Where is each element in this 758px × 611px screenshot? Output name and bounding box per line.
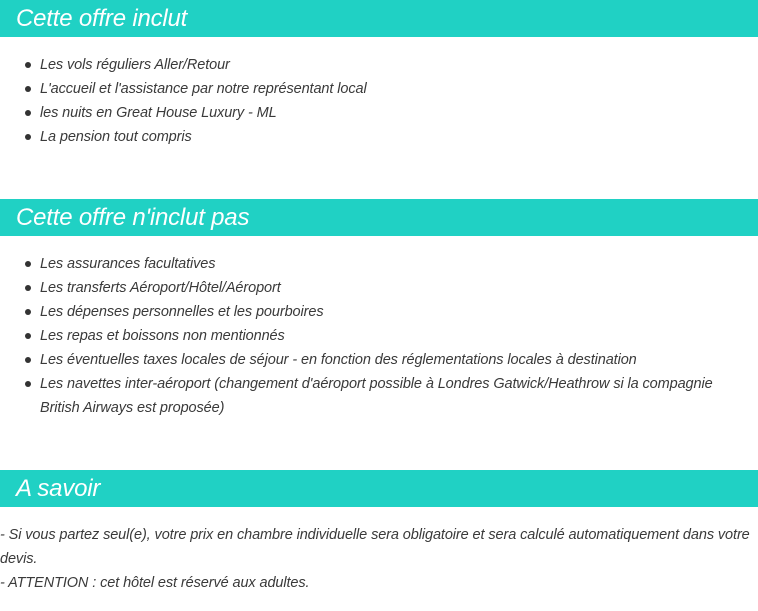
list-item <box>0 372 740 420</box>
bullet-icon <box>25 110 31 116</box>
list-item <box>0 125 740 149</box>
list-item-text: Les vols réguliers Aller/Retour <box>40 57 230 73</box>
bullet-icon <box>25 357 31 363</box>
savoir-line: - ATTENTION : cet hôtel est réservé aux adultes. <box>0 575 310 591</box>
list-ninclut <box>0 252 740 420</box>
section-header-inclut: Cette offre inclut <box>0 0 758 37</box>
bullet-icon <box>25 261 31 267</box>
bullet-icon <box>25 285 31 291</box>
bullet-icon <box>25 381 31 387</box>
list-item-text: Les assurances facultatives <box>40 256 216 272</box>
list-item <box>0 252 740 276</box>
bullet-icon <box>25 62 31 68</box>
savoir-text <box>0 523 758 595</box>
list-item-text: Les éventuelles taxes locales de séjour - en fonction des réglementations locales à destination <box>40 352 637 368</box>
list-item <box>0 53 740 77</box>
bullet-icon <box>25 134 31 140</box>
list-inclut <box>0 53 740 149</box>
savoir-line: - Si vous partez seul(e), votre prix en chambre individuelle sera obligatoire et sera calculé automatiquement dans votre devis. <box>0 527 750 567</box>
list-item-text: Les transferts Aéroport/Hôtel/Aéroport <box>40 280 281 296</box>
list-item <box>0 300 740 324</box>
list-item <box>0 276 740 300</box>
list-item-text: Les navettes inter-aéroport (changement d'aéroport possible à Londres Gatwick/Heathrow si la compagnie British Airways est proposée) <box>40 376 713 416</box>
list-item <box>0 77 740 101</box>
list-item <box>0 348 740 372</box>
bullet-icon <box>25 333 31 339</box>
list-item <box>0 324 740 348</box>
list-item-text: Les dépenses personnelles et les pourboires <box>40 304 324 320</box>
list-item-text: L'accueil et l'assistance par notre représentant local <box>40 81 367 97</box>
list-item-text: La pension tout compris <box>40 129 192 145</box>
list-item <box>0 101 740 125</box>
bullet-icon <box>25 309 31 315</box>
bullet-icon <box>25 86 31 92</box>
section-header-ninclut: Cette offre n'inclut pas <box>0 199 758 236</box>
list-item-text: Les repas et boissons non mentionnés <box>40 328 285 344</box>
list-item-text: les nuits en Great House Luxury - ML <box>40 105 277 121</box>
section-header-savoir: A savoir <box>0 470 758 507</box>
